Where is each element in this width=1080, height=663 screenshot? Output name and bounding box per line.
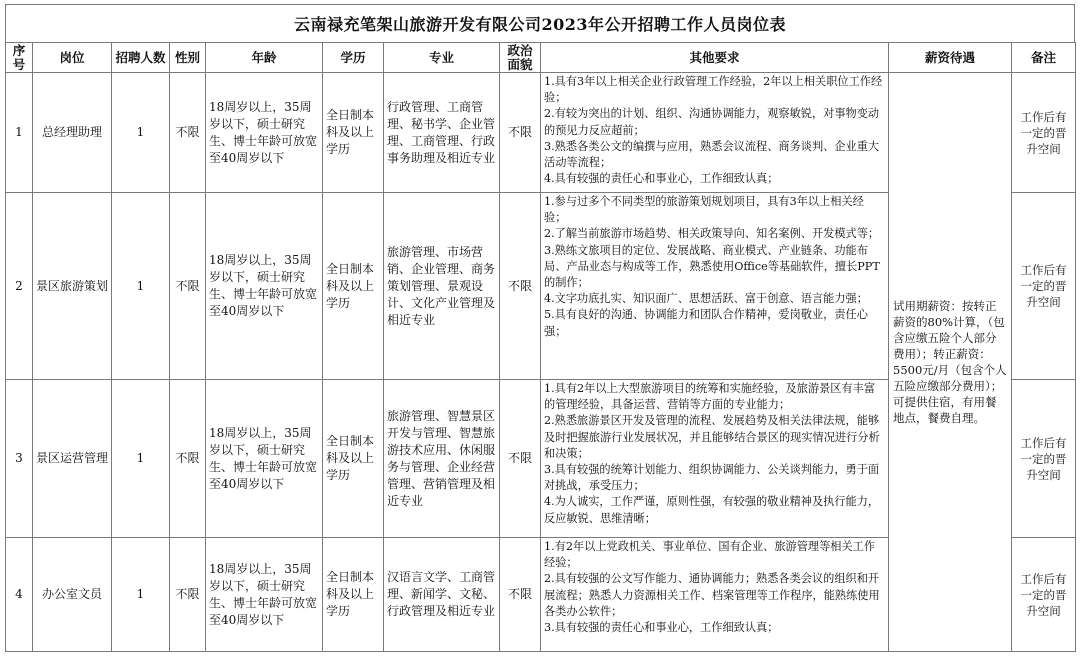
requirement-item: 1.参与过多个不同类型的旅游策划规划项目，具有3年以上相关经验； [544, 195, 864, 225]
requirement-item: 3.具有较强的责任心和事业心，工作细致认真； [544, 621, 779, 635]
requirement-item: 5.具有良好的沟通、协调能力和团队合作精神，爱岗敬业，责任心强； [544, 308, 868, 338]
header-political: 政治面貌 [500, 43, 541, 73]
cell-gender: 不限 [170, 193, 206, 380]
table-title: 云南禄充笔架山旅游开发有限公司2023年公开招聘工作人员岗位表 [5, 4, 1075, 42]
cell-position: 景区运营管理 [33, 380, 112, 538]
cell-requirements [541, 73, 889, 193]
cell-count: 1 [112, 73, 170, 193]
cell-remark: 工作后有一定的晋升空间 [1012, 193, 1076, 380]
requirement-item: 2.有较为突出的计划、组织、沟通协调能力，观察敏锐，对事物变动的预见力反应超前； [544, 107, 880, 137]
requirement-item: 1.具有2年以上大型旅游项目的统筹和实施经验，及旅游景区有丰富的管理经验，具备运营、营销等方面的专业能力； [544, 382, 876, 412]
header-major: 专业 [384, 43, 500, 73]
cell-position: 景区旅游策划 [33, 193, 112, 380]
header-seq: 序号 [6, 43, 33, 73]
cell-political: 不限 [500, 380, 541, 538]
cell-requirements [541, 193, 889, 380]
requirement-item: 3.熟悉各类公文的编撰与应用，熟悉会议流程、商务谈判、企业重大活动等流程； [544, 139, 880, 170]
cell-age: 18周岁以上，35周岁以下，硕士研究生、博士年龄可放宽至40周岁以下 [206, 193, 323, 380]
cell-age: 18周岁以上，35周岁以下，硕士研究生、博士年龄可放宽至40周岁以下 [206, 380, 323, 538]
table-row [6, 73, 1076, 193]
cell-seq: 3 [6, 380, 33, 538]
cell-education: 全日制本科及以上学历 [323, 380, 384, 538]
cell-major: 行政管理、工商管理、秘书学、企业管理、工商管理、行政事务助理及相近专业 [384, 73, 500, 193]
cell-seq: 2 [6, 193, 33, 380]
cell-education: 全日制本科及以上学历 [323, 538, 384, 652]
requirement-item: 4.具有较强的责任心和事业心，工作细致认真； [544, 172, 779, 186]
requirement-item: 2.具有较强的公文写作能力、通协调能力；熟悉各类会议的组织和开展流程；熟悉人力资源相关工作、档案管理等工作程序，能熟练使用各类办公软件； [544, 572, 880, 618]
header-salary: 薪资待遇 [889, 43, 1012, 73]
cell-remark: 工作后有一定的晋升空间 [1012, 73, 1076, 193]
cell-count: 1 [112, 538, 170, 652]
header-gender: 性别 [170, 43, 206, 73]
cell-seq: 1 [6, 73, 33, 193]
cell-count: 1 [112, 380, 170, 538]
cell-count: 1 [112, 193, 170, 380]
header-education: 学历 [323, 43, 384, 73]
cell-gender: 不限 [170, 538, 206, 652]
header-position: 岗位 [33, 43, 112, 73]
cell-seq: 4 [6, 538, 33, 652]
header-count: 招聘人数 [112, 43, 170, 73]
header-remark: 备注 [1012, 43, 1076, 73]
cell-remark: 工作后有一定的晋升空间 [1012, 380, 1076, 538]
cell-political: 不限 [500, 193, 541, 380]
cell-position: 办公室文员 [33, 538, 112, 652]
cell-gender: 不限 [170, 380, 206, 538]
header-requirements: 其他要求 [541, 43, 889, 73]
requirement-item: 4.为人诚实，工作严谨，原则性强，有较强的敬业精神及执行能力，反应敏锐、思维清晰； [544, 495, 880, 525]
cell-remark: 工作后有一定的晋升空间 [1012, 538, 1076, 652]
cell-political: 不限 [500, 538, 541, 652]
requirement-item: 1.具有3年以上相关企业行政管理工作经验，2年以上相关职位工作经验； [544, 75, 883, 105]
cell-age: 18周岁以上，35周岁以下，硕士研究生、博士年龄可放宽至40周岁以下 [206, 73, 323, 193]
requirement-item: 1.有2年以上党政机关、事业单位、国有企业、旅游管理等相关工作经验； [544, 540, 876, 570]
cell-requirements [541, 538, 889, 652]
cell-major: 汉语言文学、工商管理、新闻学、文秘、行政管理及相近专业 [384, 538, 500, 652]
positions-table [5, 42, 1076, 652]
requirement-item: 4.文字功底扎实、知识面广、思想活跃、富于创意、语言能力强； [544, 292, 868, 306]
requirement-item: 2.熟悉旅游景区开发及管理的流程、发展趋势及相关法律法规，能够及时把握旅游行业发展状况，并且能够结合景区的现实情况进行分析和决策； [544, 414, 880, 460]
cell-position: 总经理助理 [33, 73, 112, 193]
cell-gender: 不限 [170, 73, 206, 193]
cell-political: 不限 [500, 73, 541, 193]
cell-major: 旅游管理、智慧景区开发与管理、智慧旅游技术应用、休闲服务与管理、企业经营管理、营销管理及相近专业 [384, 380, 500, 538]
cell-education: 全日制本科及以上学历 [323, 193, 384, 380]
cell-age: 18周岁以上，35周岁以下，硕士研究生、博士年龄可放宽至40周岁以下 [206, 538, 323, 652]
cell-requirements [541, 380, 889, 538]
cell-education: 全日制本科及以上学历 [323, 73, 384, 193]
requirement-item: 3.具有较强的统筹计划能力、组织协调能力、公关谈判能力，勇于面对挑战，承受压力； [544, 463, 880, 493]
header-age: 年龄 [206, 43, 323, 73]
requirement-item: 3.熟练文旅项目的定位、发展战略、商业模式、产业链条、功能布局、产品业态与构成等工作，熟悉使用Office等基础软件，擅长PPT的制作； [544, 243, 880, 290]
requirement-item: 2.了解当前旅游市场趋势、相关政策导向、知名案例、开发模式等； [544, 227, 880, 241]
cell-salary: 试用期薪资：按转正薪资的80%计算，（包含应缴五险个人部分费用）；转正薪资：5500元/月（包含个人五险应缴部分费用）；可提供住宿，有用餐地点，餐费自理。 [889, 73, 1012, 652]
header-row [6, 43, 1076, 73]
cell-major: 旅游管理、市场营销、企业管理、商务策划管理、景观设计、文化产业管理及相近专业 [384, 193, 500, 380]
